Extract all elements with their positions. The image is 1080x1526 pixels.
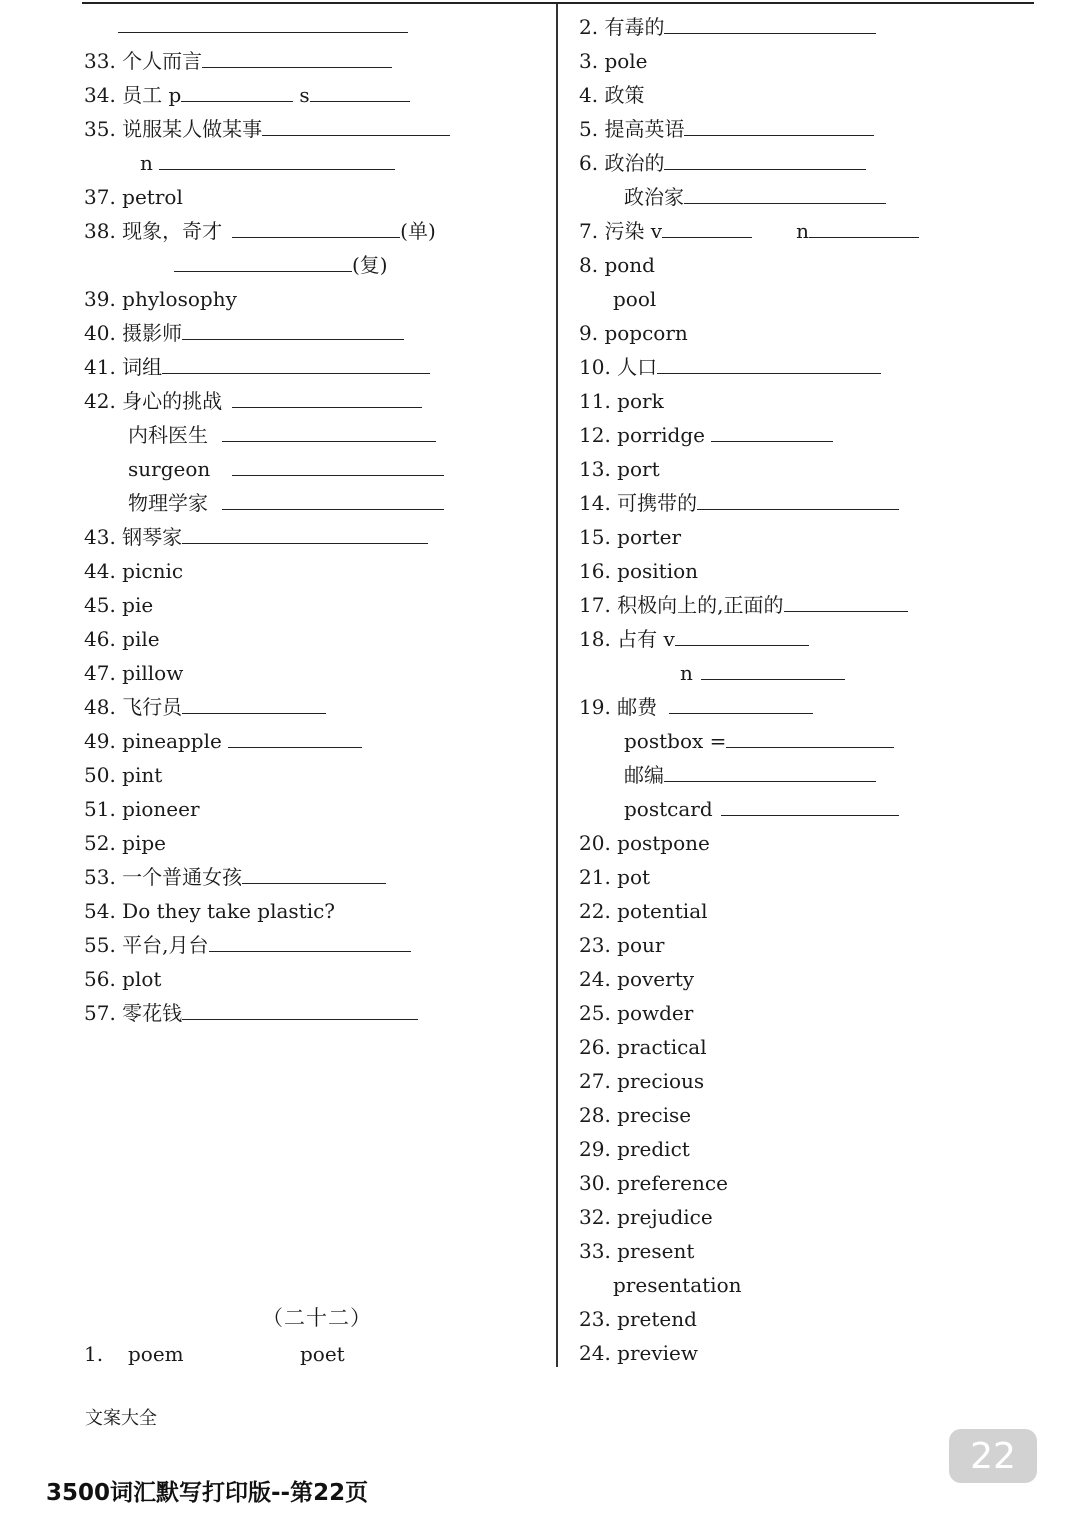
list-item: 政治家 <box>624 180 886 214</box>
list-item: 45. pie <box>84 593 154 617</box>
list-item: 3. pole <box>579 49 648 73</box>
list-item: 24. poverty <box>579 967 695 991</box>
list-item: 35. 说服某人做某事 <box>84 112 450 146</box>
list-item: 55. 平台,月台 <box>84 928 411 962</box>
list-item: 43. 钢琴家 <box>84 520 428 554</box>
list-item: postcard <box>624 792 899 826</box>
list-item: 邮编 <box>624 758 876 792</box>
list-item: 5. 提高英语 <box>579 112 874 146</box>
top-rule <box>82 2 1034 4</box>
list-item: 56. plot <box>84 967 162 991</box>
list-item: 2. 有毒的 <box>579 10 876 44</box>
answer-blank[interactable] <box>262 115 450 136</box>
list-item: 53. 一个普通女孩 <box>84 860 386 894</box>
list-item: 7. 污染 v n <box>579 214 919 248</box>
list-item: 46. pile <box>84 627 160 651</box>
answer-blank[interactable] <box>784 591 908 612</box>
answer-blank[interactable] <box>684 115 874 136</box>
answer-blank[interactable] <box>726 727 894 748</box>
answer-blank[interactable] <box>664 761 876 782</box>
list-item: 20. postpone <box>579 831 710 855</box>
answer-blank[interactable] <box>232 387 422 408</box>
answer-blank[interactable] <box>174 251 352 272</box>
page-number-badge: 22 <box>949 1429 1037 1483</box>
list-item: 15. porter <box>579 525 682 549</box>
answer-blank[interactable] <box>118 12 408 33</box>
list-item: 内科医生 <box>128 418 436 452</box>
list-item: pool <box>613 287 657 311</box>
source-label: 文案大全 <box>85 1408 157 1429</box>
list-item: 48. 飞行员 <box>84 690 326 724</box>
list-item: 29. predict <box>579 1137 690 1161</box>
list-item: 30. preference <box>579 1171 728 1195</box>
list-item: 8. pond <box>579 253 655 277</box>
answer-blank[interactable] <box>697 489 899 510</box>
answer-blank[interactable] <box>669 693 813 714</box>
answer-blank[interactable] <box>809 217 919 238</box>
list-item: 17. 积极向上的,正面的 <box>579 588 908 622</box>
answer-blank[interactable] <box>662 217 752 238</box>
answer-blank[interactable] <box>182 523 428 544</box>
list-item: presentation <box>613 1273 742 1297</box>
answer-blank[interactable] <box>242 863 386 884</box>
list-item: 50. pint <box>84 763 163 787</box>
list-item: 49. pineapple <box>84 724 362 758</box>
list-item: 27. precious <box>579 1069 705 1093</box>
list-item: 4. 政策 <box>579 83 645 107</box>
list-item: 52. pipe <box>84 831 167 855</box>
list-item: 24. preview <box>579 1341 699 1365</box>
list-item: 39. phylosophy <box>84 287 237 311</box>
answer-blank[interactable] <box>159 149 395 170</box>
list-item: 9. popcorn <box>579 321 688 345</box>
list-item: 23. pour <box>579 933 665 957</box>
list-item: surgeon <box>128 452 444 486</box>
answer-blank[interactable] <box>222 421 436 442</box>
answer-blank[interactable] <box>162 353 430 374</box>
answer-blank[interactable] <box>182 999 418 1020</box>
list-item: 14. 可携带的 <box>579 486 899 520</box>
answer-blank[interactable] <box>664 13 876 34</box>
list-item: 41. 词组 <box>84 350 430 384</box>
list-item <box>118 12 408 46</box>
list-item: 28. precise <box>579 1103 692 1127</box>
list-item: 10. 人口 <box>579 350 881 384</box>
list-item: 物理学家 <box>128 486 444 520</box>
answer-blank[interactable] <box>232 217 400 238</box>
list-item: 16. position <box>579 559 699 583</box>
list-item: 42. 身心的挑战 <box>84 384 422 418</box>
answer-blank[interactable] <box>684 183 886 204</box>
list-item: 19. 邮费 <box>579 690 813 724</box>
answer-blank[interactable] <box>664 149 866 170</box>
answer-blank[interactable] <box>222 489 444 510</box>
page-caption: 3500词汇默写打印版--第22页 <box>46 1480 369 1506</box>
list-item: 51. pioneer <box>84 797 200 821</box>
answer-blank[interactable] <box>675 625 809 646</box>
list-item: 1. poem poet <box>84 1342 345 1366</box>
list-item: 34. 员工 p s <box>84 78 410 112</box>
answer-blank[interactable] <box>657 353 881 374</box>
list-item: 6. 政治的 <box>579 146 866 180</box>
answer-blank[interactable] <box>202 47 392 68</box>
list-item: 21. pot <box>579 865 651 889</box>
list-item: 23. pretend <box>579 1307 697 1331</box>
list-item: 25. powder <box>579 1001 694 1025</box>
answer-blank[interactable] <box>310 81 410 102</box>
column-divider <box>556 4 558 1367</box>
answer-blank[interactable] <box>209 931 411 952</box>
answer-blank[interactable] <box>228 727 362 748</box>
list-item: 26. practical <box>579 1035 707 1059</box>
list-item: 33. 个人而言 <box>84 44 392 78</box>
list-item: 57. 零花钱 <box>84 996 418 1030</box>
list-item: n <box>680 656 845 690</box>
answer-blank[interactable] <box>711 421 833 442</box>
list-item: 33. present <box>579 1239 695 1263</box>
list-item: 11. pork <box>579 389 664 413</box>
list-item: 44. picnic <box>84 559 184 583</box>
answer-blank[interactable] <box>182 693 326 714</box>
list-item: 32. prejudice <box>579 1205 713 1229</box>
list-item: 18. 占有 v <box>579 622 809 656</box>
list-item: 38. 现象，奇才 (单) <box>84 219 436 243</box>
answer-blank[interactable] <box>181 81 293 102</box>
list-item: 13. port <box>579 457 660 481</box>
list-item: 47. pillow <box>84 661 184 685</box>
answer-blank[interactable] <box>721 795 899 816</box>
section-heading: （二十二） <box>262 1306 372 1330</box>
list-item: (复) <box>174 248 388 282</box>
list-item: 22. potential <box>579 899 708 923</box>
answer-blank[interactable] <box>701 659 845 680</box>
answer-blank[interactable] <box>232 455 444 476</box>
list-item: 40. 摄影师 <box>84 316 404 350</box>
list-item: n <box>140 146 395 180</box>
list-item: 12. porridge <box>579 418 833 452</box>
list-item: postbox = <box>624 724 894 758</box>
list-item: 54. Do they take plastic? <box>84 899 336 923</box>
list-item: 37. petrol <box>84 185 183 209</box>
answer-blank[interactable] <box>182 319 404 340</box>
